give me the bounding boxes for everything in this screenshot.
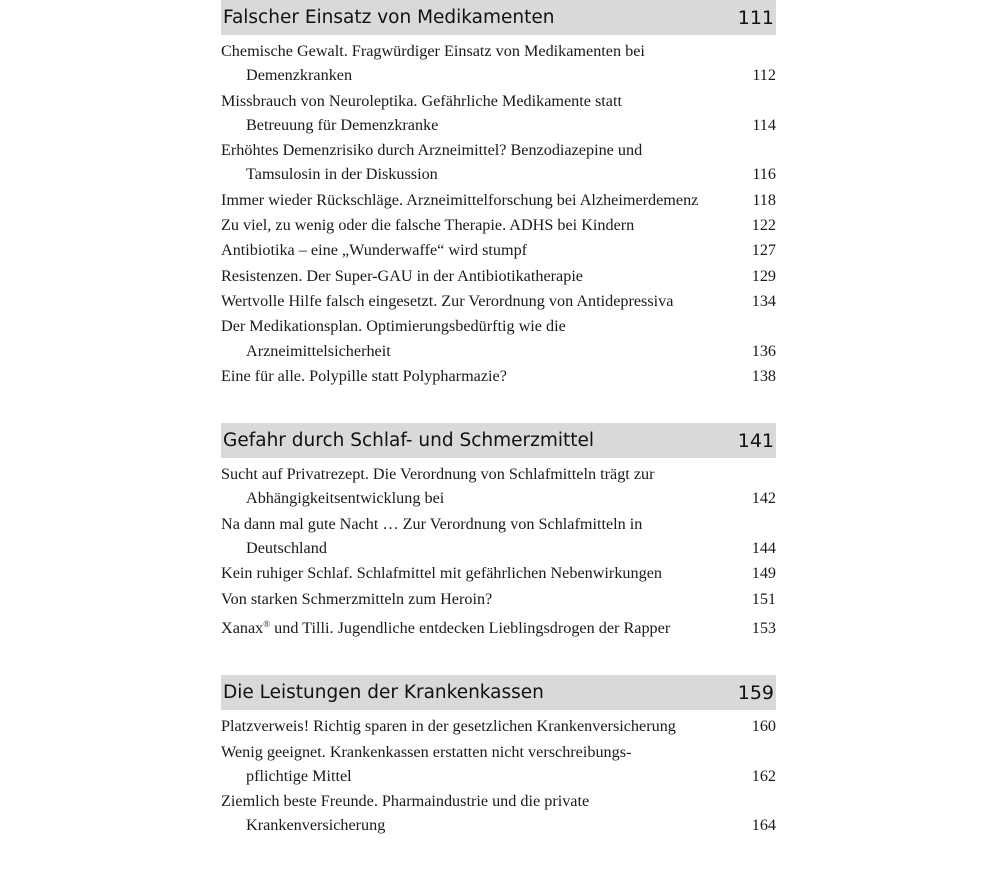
entry-title-line-1: Sucht auf Privatrezept. Die Verordnung von Schlafmitteln trägt zur bbox=[221, 465, 655, 484]
entry-title-line-1: Eine für alle. Polypille statt Polypharmazie? bbox=[221, 366, 507, 385]
entry-page-number: 122 bbox=[751, 216, 776, 235]
toc-entry bbox=[221, 364, 776, 388]
toc-entry bbox=[221, 188, 776, 212]
entry-title-line-2: Abhängigkeitsentwicklung bei bbox=[246, 489, 445, 508]
toc-entry bbox=[221, 512, 776, 561]
entry-title-line-1: Na dann mal gute Nacht … Zur Verordnung von Schlafmitteln in bbox=[221, 514, 643, 533]
section-page-number: 141 bbox=[737, 429, 774, 452]
entry-title-line-1: Ziemlich beste Freunde. Pharmaindustrie und die private bbox=[221, 792, 590, 811]
toc-entry bbox=[221, 138, 776, 187]
toc-entry bbox=[221, 789, 776, 838]
entry-title-line-2: pflichtige Mittel bbox=[246, 766, 352, 785]
section-title: Gefahr durch Schlaf- und Schmerzmittel bbox=[223, 430, 595, 452]
entry-title bbox=[221, 587, 748, 611]
section-title: Die Leistungen der Krankenkassen bbox=[223, 682, 544, 704]
entry-title-line-1: Missbrauch von Neuroleptika. Gefährliche Medikamente statt bbox=[221, 91, 622, 110]
entry-page-number: 164 bbox=[751, 816, 776, 835]
toc-section bbox=[221, 675, 776, 837]
entry-title bbox=[221, 561, 748, 585]
toc-entry bbox=[221, 714, 776, 738]
entry-page-number: 151 bbox=[751, 589, 776, 608]
entry-title bbox=[221, 289, 748, 313]
section-title: Falscher Einsatz von Medikamenten bbox=[223, 7, 555, 28]
toc-entry bbox=[221, 587, 776, 611]
section-page-number: 111 bbox=[737, 6, 774, 29]
toc-entry bbox=[221, 39, 776, 88]
entry-title-line-2: Krankenversicherung bbox=[246, 816, 386, 835]
entry-title-line-1: Xanax® und Tilli. Jugendliche entdecken Lieblingsdrogen der Rapper bbox=[221, 618, 671, 637]
table-of-contents bbox=[221, 0, 776, 873]
entry-title-line-1: Kein ruhiger Schlaf. Schlafmittel mit gefährlichen Nebenwirkungen bbox=[221, 564, 662, 583]
entry-page-number: 134 bbox=[751, 291, 776, 310]
entry-title-line-1: Erhöhtes Demenzrisiko durch Arzneimittel? Benzodiazepine und bbox=[221, 141, 643, 160]
entry-list bbox=[221, 458, 776, 640]
entry-title bbox=[221, 213, 748, 237]
entry-page-number: 153 bbox=[751, 618, 776, 637]
entry-title bbox=[221, 314, 748, 363]
entry-page-number: 160 bbox=[751, 717, 776, 736]
section-heading bbox=[221, 675, 776, 710]
section-heading bbox=[221, 0, 776, 35]
entry-title-line-2: Tamsulosin in der Diskussion bbox=[246, 165, 438, 184]
entry-title bbox=[221, 364, 748, 388]
entry-title bbox=[221, 89, 748, 138]
entry-title bbox=[221, 39, 748, 88]
toc-entry bbox=[221, 238, 776, 262]
entry-page-number: 138 bbox=[751, 366, 776, 385]
section-heading bbox=[221, 423, 776, 458]
entry-page-number: 118 bbox=[752, 190, 776, 209]
entry-title-line-2: Arzneimittelsicherheit bbox=[246, 341, 391, 360]
entry-page-number: 136 bbox=[751, 341, 776, 360]
toc-section bbox=[221, 0, 776, 388]
entry-title-line-1: Wertvolle Hilfe falsch eingesetzt. Zur Verordnung von Antidepressiva bbox=[221, 291, 674, 310]
entry-title-line-2: Deutschland bbox=[246, 539, 327, 558]
toc-entry bbox=[221, 89, 776, 138]
toc-entry bbox=[221, 740, 776, 789]
entry-title bbox=[221, 714, 748, 738]
entry-title-line-1: Platzverweis! Richtig sparen in der gesetzlichen Krankenversicherung bbox=[221, 717, 676, 736]
entry-list bbox=[221, 35, 776, 388]
entry-page-number: 127 bbox=[751, 241, 776, 260]
entry-title bbox=[221, 612, 748, 640]
entry-title-line-2: Demenzkranken bbox=[246, 66, 353, 85]
entry-title-line-2: Betreuung für Demenzkranke bbox=[246, 115, 439, 134]
entry-page-number: 112 bbox=[752, 66, 776, 85]
entry-title-line-1: Der Medikationsplan. Optimierungsbedürftig wie die bbox=[221, 317, 566, 336]
entry-page-number: 116 bbox=[752, 165, 776, 184]
entry-title bbox=[221, 462, 748, 511]
entry-title-line-1: Immer wieder Rückschläge. Arzneimittelforschung bei Alzheimerdemenz bbox=[221, 190, 699, 209]
entry-title bbox=[221, 789, 748, 838]
entry-page-number: 149 bbox=[751, 564, 776, 583]
toc-entry bbox=[221, 314, 776, 363]
toc-section bbox=[221, 423, 776, 640]
section-page-number: 159 bbox=[737, 681, 774, 704]
toc-entry bbox=[221, 612, 776, 640]
entry-page-number: 142 bbox=[751, 489, 776, 508]
toc-entry bbox=[221, 213, 776, 237]
entry-title bbox=[221, 138, 748, 187]
entry-page-number: 144 bbox=[751, 539, 776, 558]
toc-entry bbox=[221, 462, 776, 511]
entry-page-number: 162 bbox=[751, 766, 776, 785]
entry-page-number: 114 bbox=[752, 115, 776, 134]
entry-title-line-1: Chemische Gewalt. Fragwürdiger Einsatz von Medikamenten bei bbox=[221, 42, 645, 60]
entry-title bbox=[221, 740, 748, 789]
entry-title-line-1: Zu viel, zu wenig oder die falsche Therapie. ADHS bei Kindern bbox=[221, 216, 635, 235]
entry-title bbox=[221, 264, 748, 288]
entry-title-line-1: Antibiotika – eine „Wunderwaffe“ wird stumpf bbox=[221, 241, 528, 260]
toc-entry bbox=[221, 561, 776, 585]
entry-list bbox=[221, 710, 776, 837]
entry-page-number: 129 bbox=[751, 266, 776, 285]
entry-title-line-1: Resistenzen. Der Super-GAU in der Antibiotikatherapie bbox=[221, 266, 583, 285]
entry-title bbox=[221, 188, 748, 212]
toc-entry bbox=[221, 289, 776, 313]
entry-title bbox=[221, 512, 748, 561]
entry-title-line-1: Wenig geeignet. Krankenkassen erstatten nicht verschreibungs- bbox=[221, 742, 632, 761]
entry-title bbox=[221, 238, 748, 262]
toc-entry bbox=[221, 264, 776, 288]
entry-title-line-1: Von starken Schmerzmitteln zum Heroin? bbox=[221, 589, 493, 608]
